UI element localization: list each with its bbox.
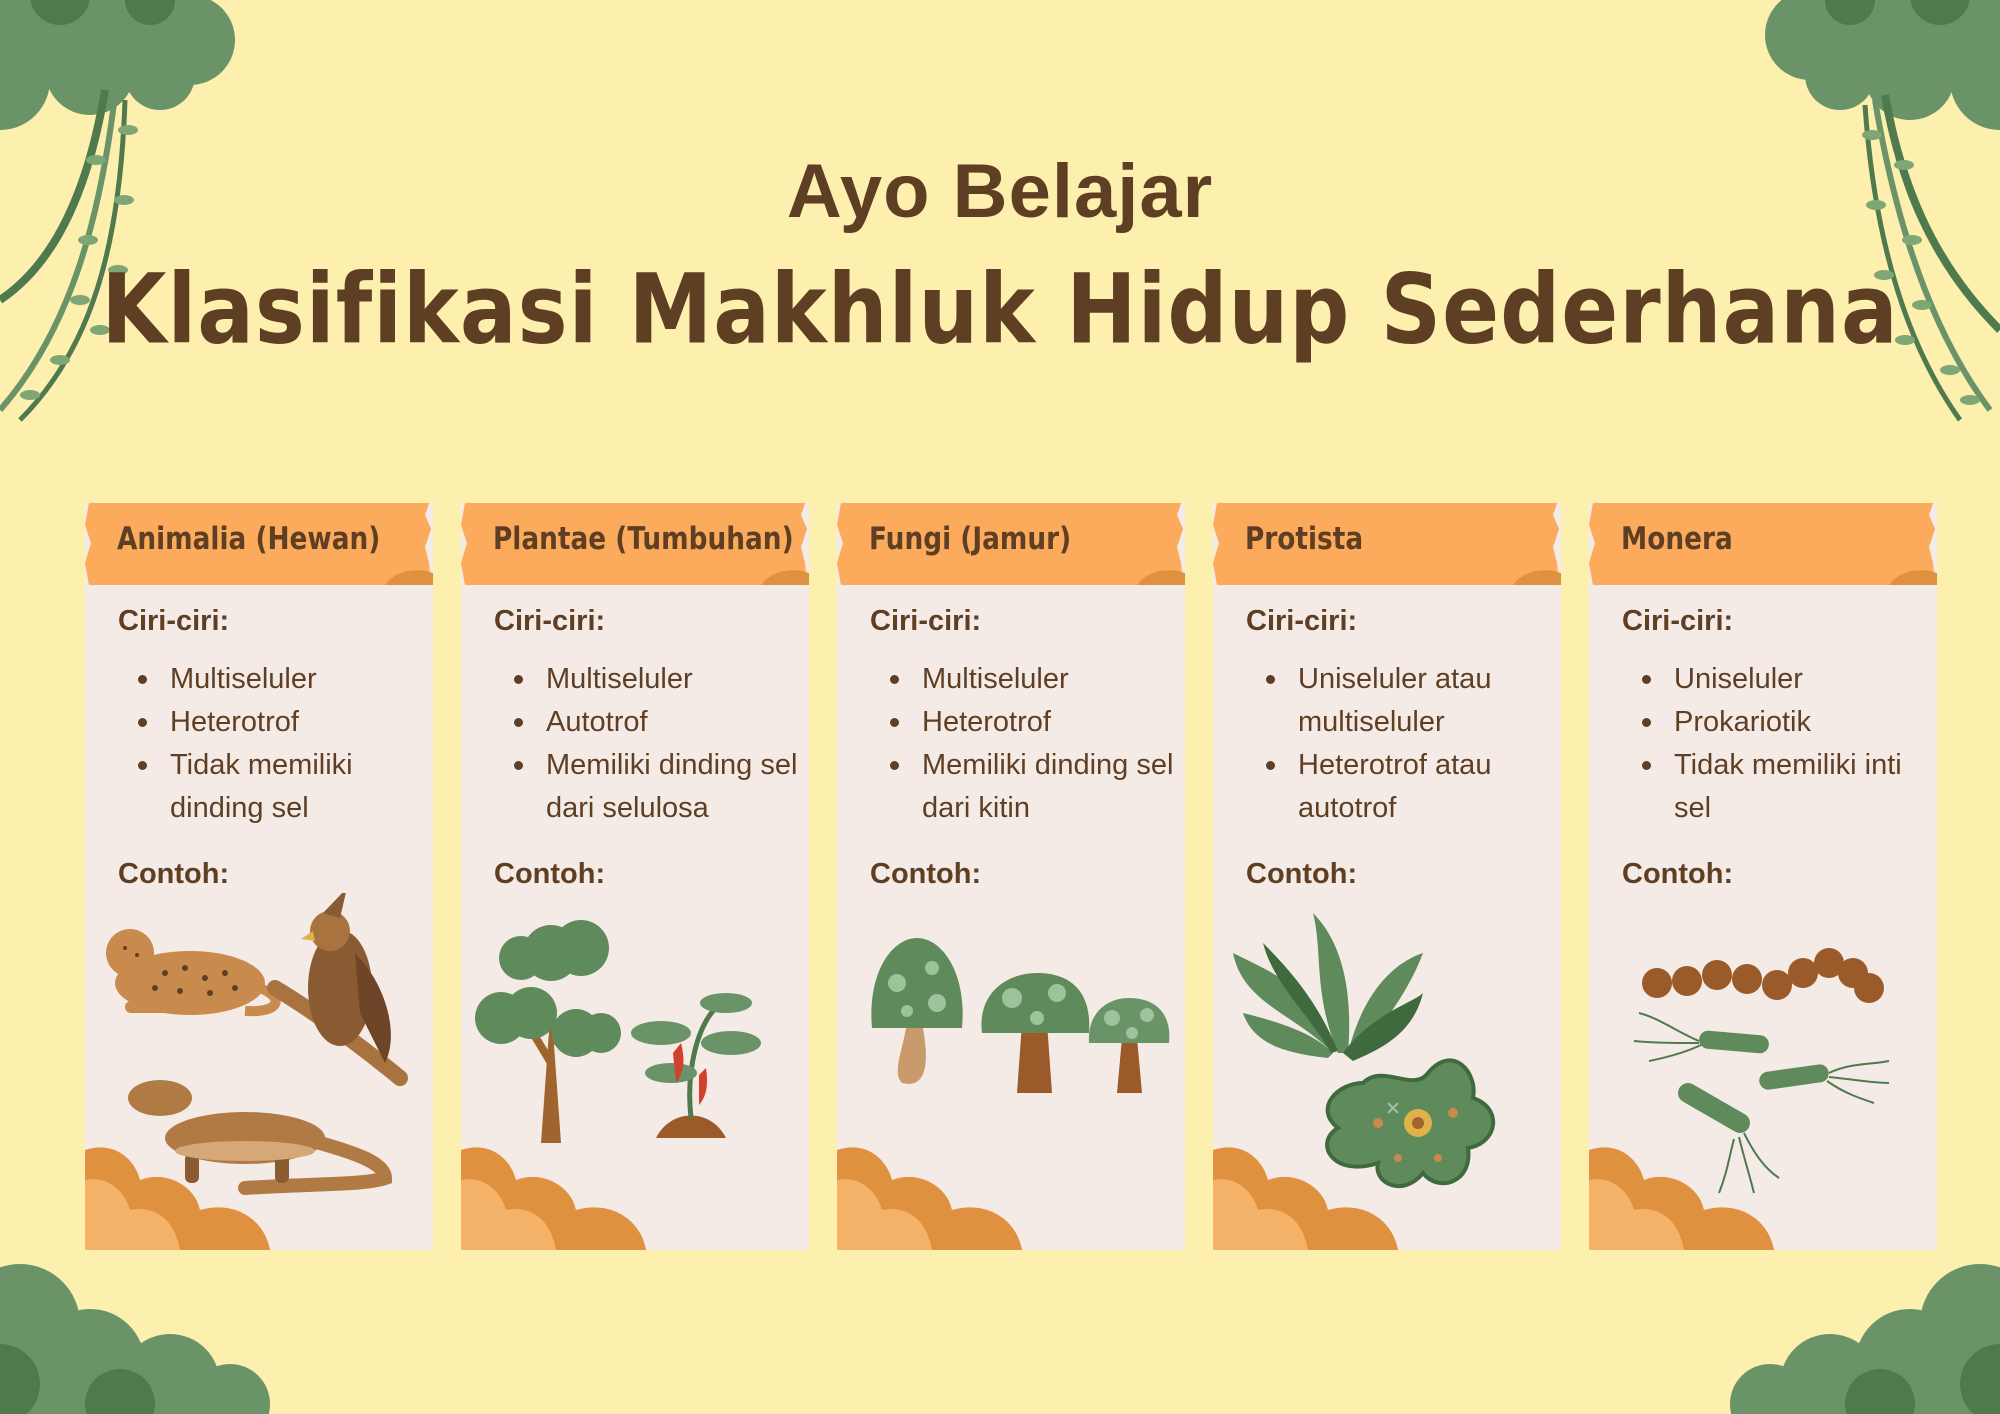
mushroom-icon [1089,998,1169,1093]
list-item: Uniseluler atau multiseluler [1298,658,1556,744]
algae-icon [1233,913,1423,1061]
bacillus-icon [1758,1061,1889,1103]
list-item: Memiliki dinding sel dari kitin [922,744,1180,830]
card-title: Fungi (Jamur) [869,521,1072,557]
list-item: Heterotrof [170,701,428,744]
mushroom-icon [981,973,1089,1093]
card-title: Monera [1621,521,1733,557]
bottom-left-foliage [0,1244,300,1414]
examples-label: Contoh: [494,858,606,890]
examples-label: Contoh: [1246,858,1358,890]
card-protista [1213,503,1561,1250]
page-title: Klasifikasi Makhluk Hidup Sederhana [101,252,1899,366]
bacillus-icon [1634,1013,1770,1061]
card-monera [1589,503,1937,1250]
traits-list [1622,658,1932,830]
examples-label: Contoh: [118,858,230,890]
card-cloud-decoration [461,1140,809,1250]
traits-label: Ciri-ciri: [1246,605,1358,637]
list-item: Heterotrof atau autotrof [1298,744,1556,830]
list-item: Tidak memiliki inti sel [1674,744,1932,830]
page-subtitle: Ayo Belajar [786,149,1214,234]
traits-list [870,658,1180,830]
card-cloud-decoration [837,1140,1185,1250]
chili-plant-icon [631,993,761,1138]
list-item: Multiseluler [170,658,428,701]
list-item: Autotrof [546,701,804,744]
card-cloud-decoration [1213,1140,1561,1250]
card-cloud-decoration [1589,1140,1937,1250]
card-title: Plantae (Tumbuhan) [493,521,794,557]
list-item: Memiliki dinding sel dari selulosa [546,744,804,830]
list-item: Multiseluler [546,658,804,701]
list-item: Prokariotik [1674,701,1932,744]
list-item: Heterotrof [922,701,1180,744]
traits-label: Ciri-ciri: [1622,605,1734,637]
card-title: Animalia (Hewan) [117,521,381,557]
traits-list [494,658,804,830]
list-item: Multiseluler [922,658,1180,701]
traits-label: Ciri-ciri: [870,605,982,637]
bottom-right-foliage [1700,1244,2000,1414]
traits-list [118,658,428,830]
tree-icon [475,920,621,1143]
examples-label: Contoh: [1622,858,1734,890]
leopard-icon [106,929,276,1015]
card-cloud-decoration [85,1140,433,1250]
eagle-icon [275,893,400,1078]
card-fungi [837,503,1185,1250]
list-item: Tidak memiliki dinding sel [170,744,428,830]
mushroom-icon [871,938,962,1084]
cocci-chain-icon [1642,948,1884,1003]
card-animalia [85,503,433,1250]
examples-label: Contoh: [870,858,982,890]
card-title: Protista [1245,521,1364,557]
traits-label: Ciri-ciri: [494,605,606,637]
traits-list [1246,658,1556,830]
traits-label: Ciri-ciri: [118,605,230,637]
card-plantae [461,503,809,1250]
list-item: Uniseluler [1674,658,1932,701]
